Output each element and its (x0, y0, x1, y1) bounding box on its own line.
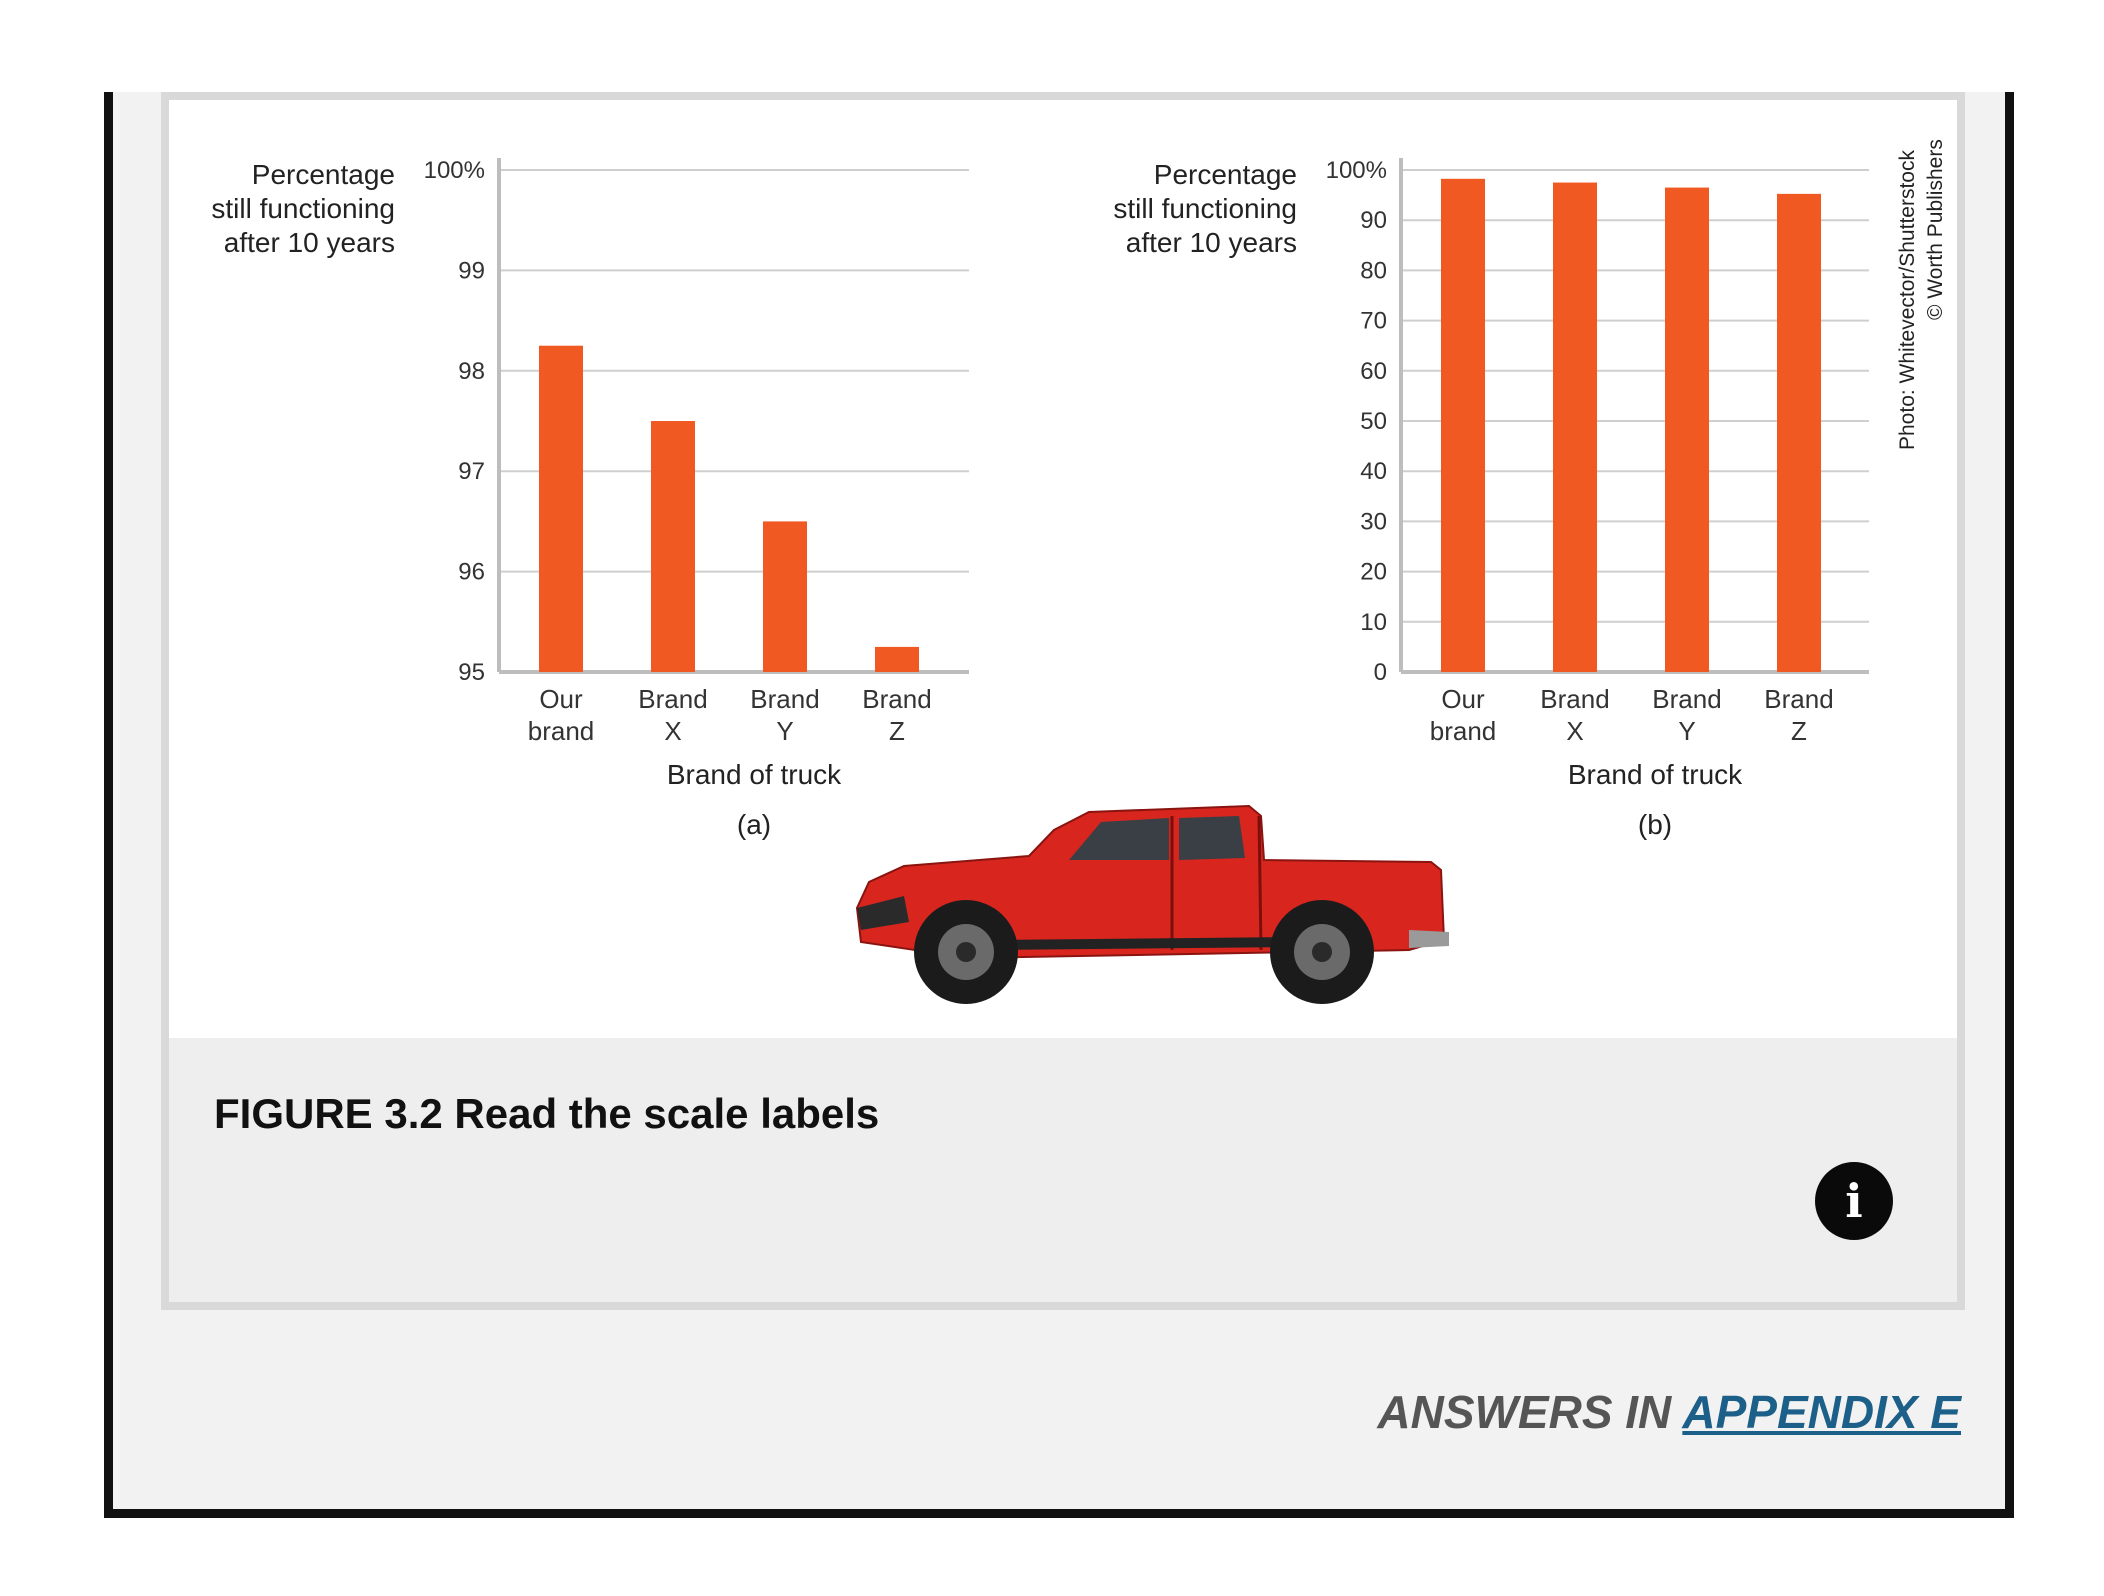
y-axis-label: after 10 years (223, 227, 395, 258)
y-tick-label: 100% (423, 157, 485, 184)
x-tick-label: Our (1441, 684, 1485, 714)
y-tick-label: 99 (458, 257, 485, 285)
truck-illustration (857, 806, 1449, 1004)
bar (651, 421, 695, 672)
x-tick-label: X (664, 716, 682, 746)
y-tick-label: 100% (1325, 157, 1387, 184)
x-tick-label: Brand (638, 684, 708, 714)
x-tick-label: Z (889, 716, 905, 746)
x-tick-label: Z (1791, 716, 1807, 746)
photo-credit (1896, 139, 1947, 450)
panel-label: (a) (736, 809, 772, 840)
bar (1441, 179, 1485, 672)
y-tick-label: 98 (458, 357, 485, 385)
x-axis-label: Brand of truck (666, 759, 842, 790)
bar (1665, 188, 1709, 672)
y-axis-label: after 10 years (1125, 227, 1297, 258)
y-axis-label: Percentage (251, 159, 395, 190)
y-tick-label: 96 (458, 558, 485, 586)
x-tick-label: Brand (750, 684, 820, 714)
x-tick-label: Brand (1540, 684, 1610, 714)
x-tick-label: brand (1429, 716, 1497, 746)
figure-caption: FIGURE 3.2 Read the scale labels (214, 1090, 880, 1137)
answers-line (1377, 1385, 1961, 1439)
y-tick-label: 20 (1360, 558, 1387, 586)
x-tick-label: Brand (1764, 684, 1834, 714)
info-icon[interactable]: i (1815, 1162, 1893, 1240)
x-tick-label: Our (539, 684, 583, 714)
figure-image (169, 100, 1957, 1038)
y-axis-label: still functioning (211, 193, 395, 224)
bar (875, 647, 919, 672)
x-tick-label: Y (776, 716, 794, 746)
x-tick-label: Brand (1652, 684, 1722, 714)
y-tick-label: 10 (1360, 608, 1387, 636)
x-tick-label: Brand (862, 684, 932, 714)
y-tick-label: 90 (1360, 207, 1387, 235)
x-tick-label: Y (1678, 716, 1696, 746)
y-tick-label: 40 (1360, 458, 1387, 486)
y-tick-label: 80 (1360, 257, 1387, 285)
credit-line-1: Photo: Whitevector/Shutterstock (1896, 150, 1919, 450)
y-axis-label: Percentage (1153, 159, 1297, 190)
y-tick-label: 60 (1360, 357, 1387, 385)
x-tick-label: brand (527, 716, 595, 746)
y-tick-label: 70 (1360, 307, 1387, 335)
appendix-e-link[interactable]: APPENDIX E (1682, 1386, 1961, 1438)
y-axis-label: still functioning (1113, 193, 1297, 224)
y-tick-label: 97 (458, 458, 485, 486)
bar (1777, 194, 1821, 672)
figure-svg (169, 100, 1957, 1038)
y-tick-label: 95 (458, 659, 485, 686)
y-tick-label: 0 (1373, 659, 1387, 686)
bar (1553, 183, 1597, 672)
y-tick-label: 50 (1360, 408, 1387, 435)
y-tick-label: 30 (1360, 508, 1387, 536)
chart-a (211, 157, 969, 840)
credit-line-2: © Worth Publishers (1924, 139, 1947, 320)
x-axis-label: Brand of truck (1567, 759, 1743, 790)
panel-label: (b) (1637, 809, 1673, 840)
bar (539, 346, 583, 672)
x-tick-label: X (1566, 716, 1584, 746)
chart-b (1113, 157, 1869, 840)
figure-box (161, 92, 1965, 1310)
bar (763, 521, 807, 672)
answers-prefix: ANSWERS IN (1377, 1386, 1683, 1438)
